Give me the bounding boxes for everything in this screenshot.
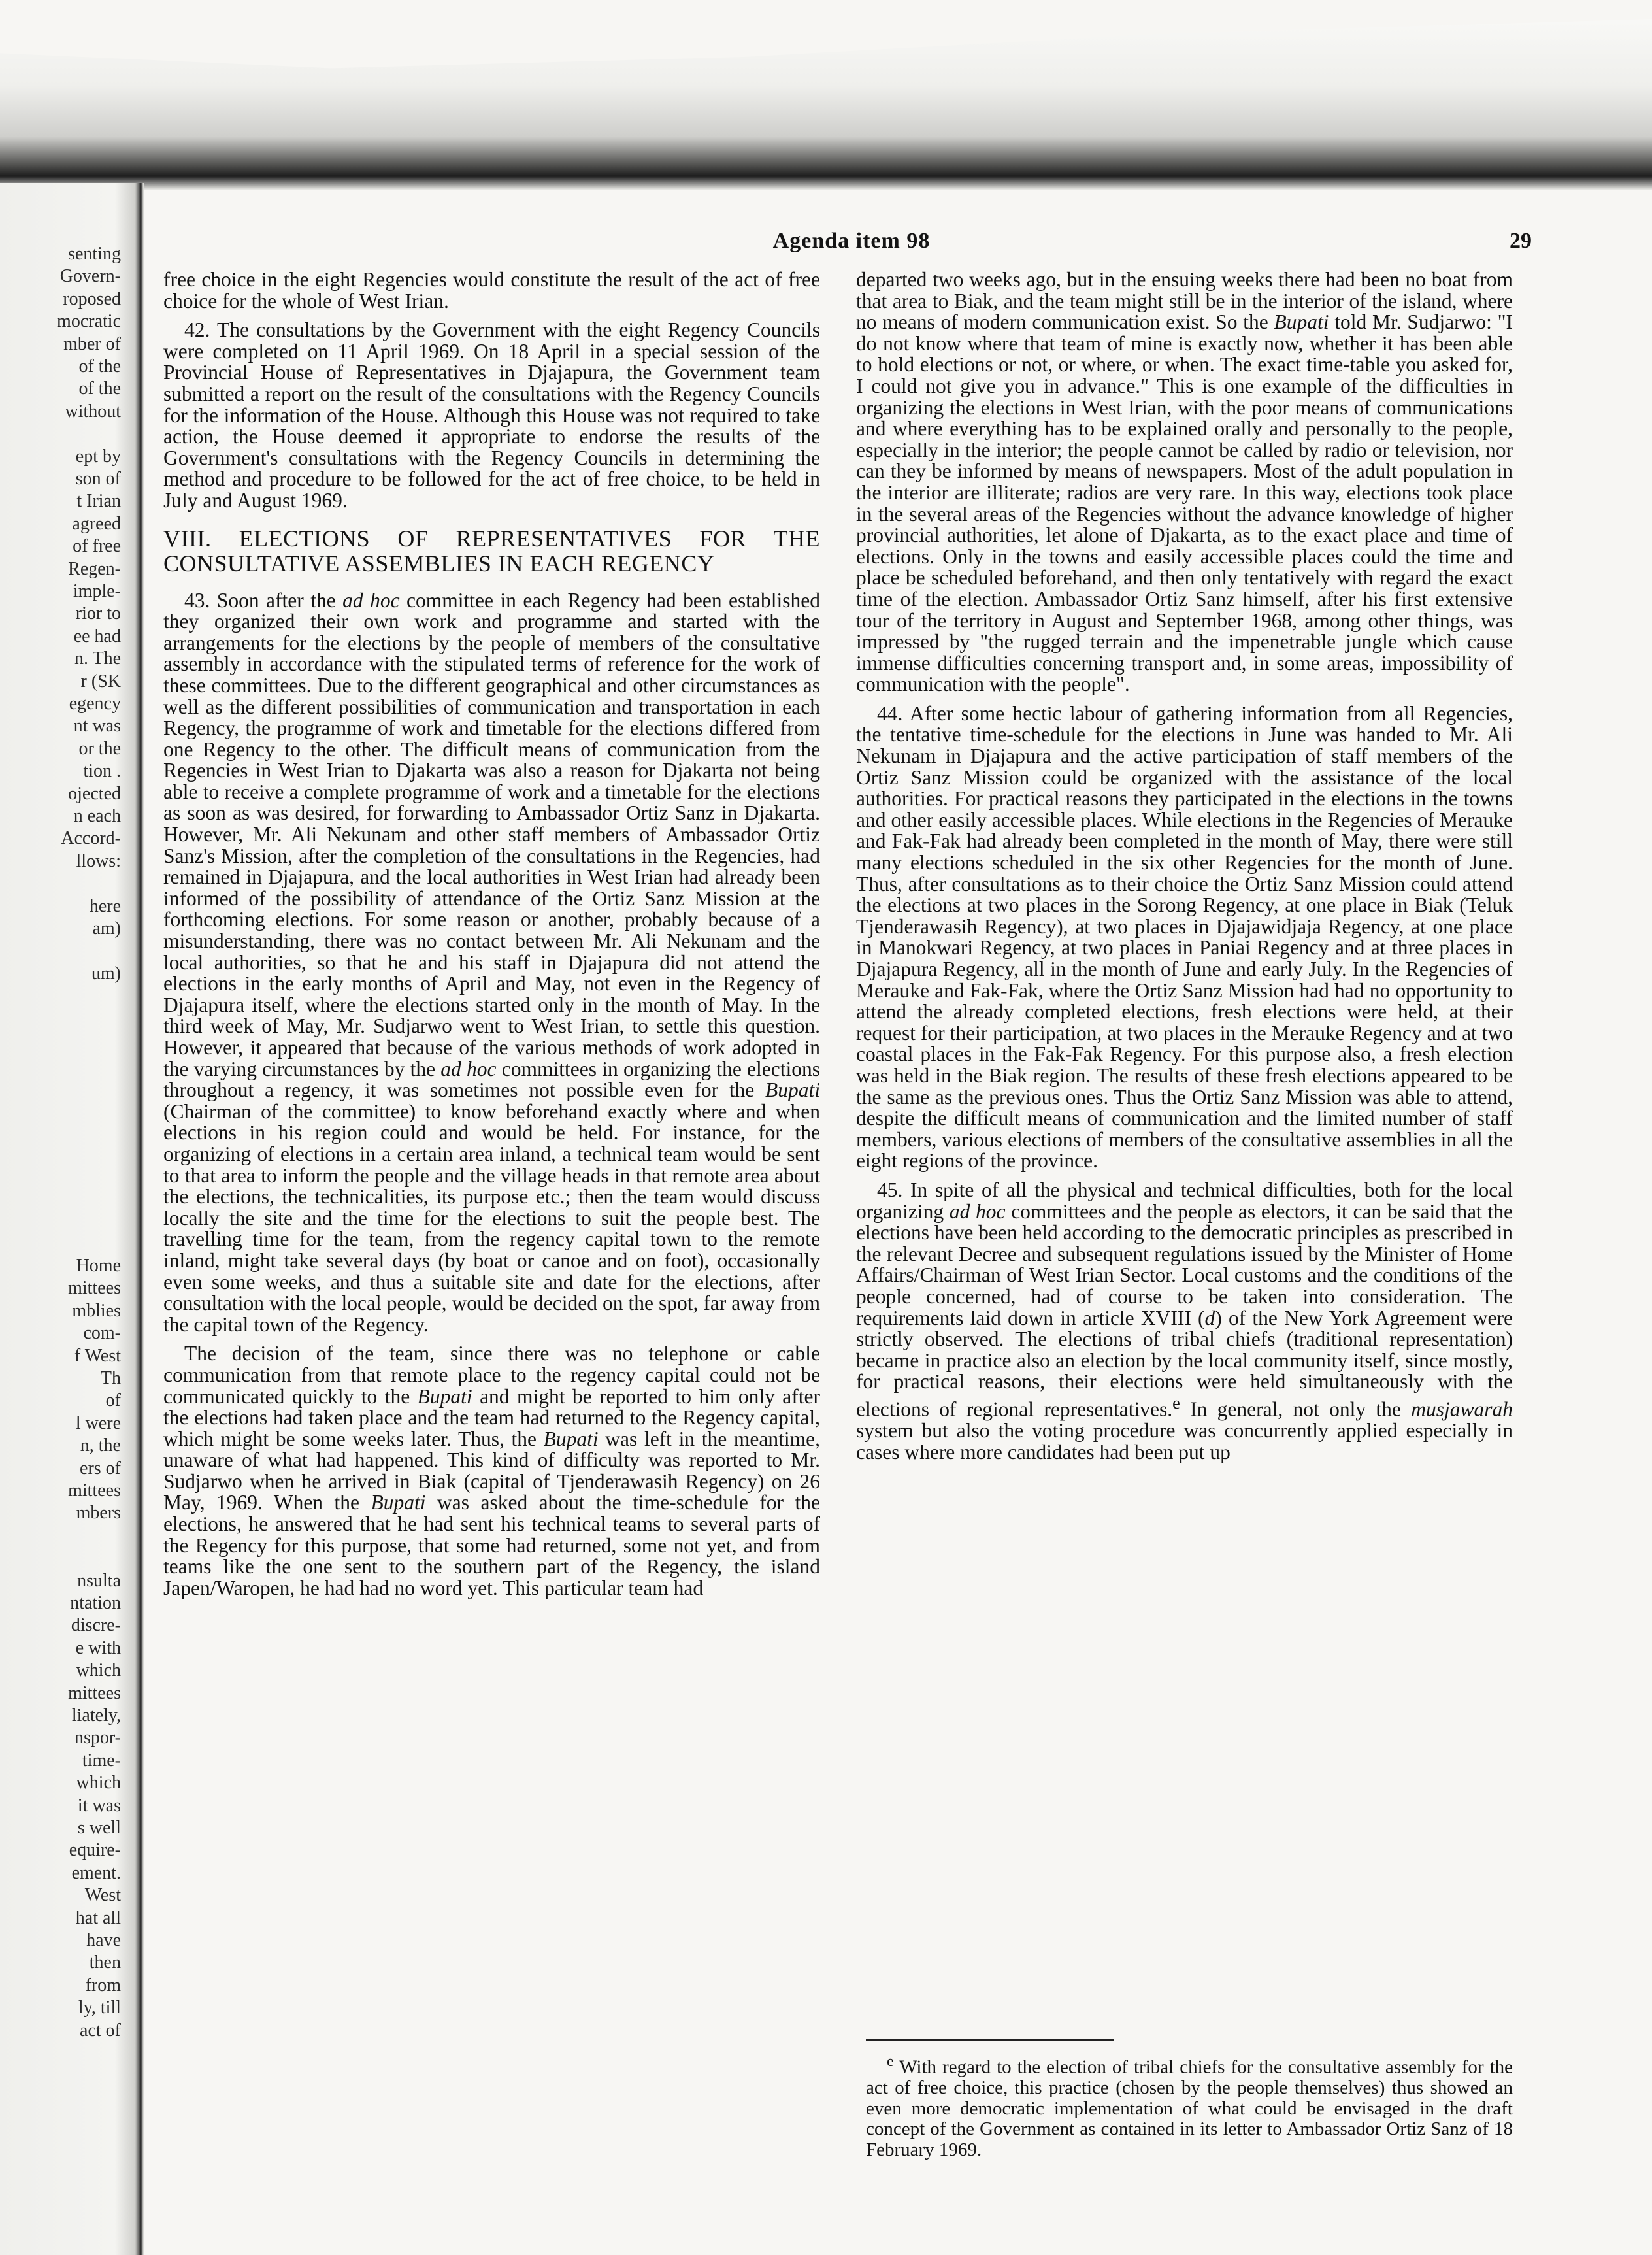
scan-top-edge — [0, 0, 1652, 190]
margin-fragment: act of — [80, 2020, 121, 2041]
margin-fragment: West — [84, 1885, 121, 1906]
margin-fragment: equire- — [69, 1840, 121, 1861]
margin-fragment: which — [76, 1660, 121, 1681]
margin-fragment: which — [76, 1773, 121, 1794]
margin-fragment: of — [105, 1390, 121, 1411]
section-heading: VIII. ELECTIONS OF REPRESENTATIVES FOR THE CONSULTATIVE ASSEMBLIES IN EACH REGENCY — [163, 525, 820, 576]
margin-fragment: then — [89, 1952, 121, 1973]
margin-fragment: um) — [91, 963, 121, 984]
margin-fragment: agreed — [72, 513, 121, 534]
margin-fragment: mittees — [68, 1278, 121, 1299]
margin-fragment: mocratic — [57, 311, 121, 332]
page-header — [171, 229, 1532, 260]
paragraph-44: 44. After some hectic labour of gathering information from all Regencies, the tentative time-schedule for the elections in June was handed to Mr. Ali Nekunam in Djajapura and the active participation of staff members of the Ortiz Sanz Mission could be organized with the assistance of the local authorities. For practical reasons they participated in the elections in the towns and other easily accessible places. While elections in the Regencies of Merauke and Fak-Fak had already been completed in the month of May, there were still many elections scheduled in the six other Regencies for the month of June. Thus, after consultations as to their choice the Ortiz Sanz Mission could attend the elections at two places in the Sorong Regency, at one place in Biak (Teluk Tjenderawasih Regency), at two places in Djajawidjaja Regency, at one place in Manokwari Regency, at two places in Paniai Regency and at three places in Djajapura Regency, all in the month of June and early July. In the Regencies of Merauke and Fak-Fak, where the Ortiz Sanz Mission had had no opportunity to attend the already completed elections, fresh elections were held, at their request for their participation, at two places in the Merauke Regency and at two coastal places in the Fak-Fak Regency. For this purpose also, a fresh election was held in the Biak region. The results of these fresh elections appeared to be the same as the previous ones. Thus the Ortiz Sanz Mission was able to attend, despite the difficult means of communication and the limited number of staff members, various elections of members of the consultative assemblies in all the eight regions of the province. — [856, 701, 1513, 1173]
margin-fragment: tion . — [83, 761, 121, 782]
margin-fragment: nt was — [73, 716, 121, 737]
footnote-divider — [866, 2039, 1114, 2041]
footnote-text: With regard to the election of tribal chiefs for the consultative assembly for the act of free choice, this practice (chosen by the people themselves) thus showed an even more democratic implementation of what could be envisaged in the draft concept of the Government as contained in its letter to Ambassador Ortiz Sanz of 18 February 1969. — [866, 2056, 1513, 2160]
margin-fragment: without — [65, 401, 121, 422]
margin-fragment: Accord- — [61, 828, 121, 849]
margin-fragment: egency — [69, 693, 121, 714]
margin-fragment: Govern- — [59, 266, 121, 287]
margin-fragment: am) — [92, 918, 121, 939]
margin-fragment: llows: — [76, 850, 121, 871]
paragraph-42: 42. The consultations by the Government with the eight Regency Councils were completed on 11 April 1969. On 18 April in a special session of the Provincial House of Representatives in Djajapura, the Government team submitted a report on the result of the consultations with the Regency Councils for the information of the House. Although this House was not required to take action, the House deemed it appropriate to endorse the results of the Government's consultations with the Regency Councils in determining the method and procedure to be followed for the act of free choice, to be held in July and August 1969. — [163, 318, 820, 512]
margin-fragment: Home — [76, 1256, 121, 1276]
margin-fragment: mblies — [72, 1300, 121, 1321]
margin-fragment: f West — [74, 1345, 121, 1366]
margin-fragment: ee had — [73, 626, 121, 646]
margin-fragment: s well — [77, 1818, 121, 1838]
margin-fragment: com- — [83, 1323, 121, 1344]
margin-fragment: l were — [75, 1412, 121, 1433]
margin-fragment: son of — [75, 469, 121, 489]
margin-fragment: ntation — [70, 1593, 121, 1613]
margin-fragment: ers of — [80, 1458, 121, 1478]
margin-fragment: it was — [77, 1795, 121, 1816]
margin-fragment: ept by — [75, 446, 121, 467]
margin-fragment: Regen- — [68, 558, 121, 579]
left-column — [163, 269, 820, 2230]
margin-fragment: hat all — [75, 1907, 121, 1928]
margin-fragment: e with — [75, 1637, 121, 1658]
margin-fragment: mittees — [68, 1480, 121, 1501]
margin-fragment: mber of — [63, 333, 121, 354]
margin-fragment: time- — [82, 1750, 121, 1771]
margin-fragment: rior to — [75, 603, 121, 624]
margin-fragment: here — [89, 895, 121, 916]
margin-fragment: n each — [73, 806, 121, 826]
page-title: Agenda item 98 — [772, 229, 931, 253]
margin-fragment: liately, — [71, 1705, 121, 1726]
paragraph-43: 43. Soon after the ad hoc committee in each Regency had been established they organized their own work and programme and started with the arrangements for the elections by the people of members of the consultative assembly in accordance with the stipulated terms of reference for the work of these committees. Due to the different geographical and other circumstances as well as the different possibilities of communication and transportation in each Regency, the programme of work and timetable for the elections differed from one Regency to the other. The difficult means of communication from the Regencies in West Irian to Djakarta was also a reason for Djakarta not being able to receive a complete programme of work and a timetable for the elections as soon as was desired, for forwarding to Ambassador Ortiz Sanz in Djakarta. However, Mr. Ali Nekunam and other staff members of Ambassador Ortiz Sanz's Mission, after the completion of the consultations in the Regencies, had remained in Djajapura, and the local authorities in West Irian had already been informed of the possibility of attendance of the Ortiz Sanz Mission at the forthcoming elections. For some reason or another, probably because of a misunderstanding, there was no contact between Mr. Ali Nekunam and the local authorities, so that he and his staff in Djajapura did not attend the elections in the early months of April and May, not even in the Regency of Djajapura itself, where the elections started only in the month of May. In the third week of May, Mr. Sudjarwo went to West Irian, to settle this question. However, it appeared that because of the various methods of work adopted in the varying circumstances by the ad hoc committees in organizing the elections throughout a regency, it was sometimes not possible even for the Bupati (Chairman of the committee) to know beforehand exactly where and when elections in his region could and would be held. For instance, for the organizing of elections in a certain area inland, a technical team would be sent to that area to inform the people and the village heads in that remote area about the elections, the technicalities, its purpose etc.; then the team would discuss locally the site and the time for the elections to suit the people best. The travelling time for the team, from the regency capital town to the remote inland, might take several days (by boat or canoe and on foot), occasionally even some weeks, and thus a suitable site and date for the elections, after consultation with the local people, would be decided on the spot, far away from the capital town of the Regency. — [163, 588, 821, 1336]
margin-fragment: ojected — [68, 783, 121, 804]
margin-fragment: r (SK — [80, 671, 121, 692]
margin-fragment: Th — [100, 1368, 121, 1388]
paragraph-45: 45. In spite of all the physical and technical difficulties, both for the local organizing ad hoc committees and the people as electors, it can be said that the elections have been held according to the democratic principles as prescribed in the relevant Decree and subsequent regulations issued by the Minister of Home Affairs/Chairman of West Irian Sector. Local customs and the conditions of the people concerned, had of course to be taken into consideration. The requirements laid down in article XVIII (d) of the New York Agreement were strictly observed. The elections of tribal chiefs (traditional representation) became in practice also an election by the local community itself, since mostly, for practical reasons, their elections were held simultaneously with the elections of regional representatives.$^e$ In general, not only the musjawarah system but also the voting procedure was concurrently applied especially in cases where more candidates had been put up — [856, 1178, 1513, 1463]
margin-fragment: or the — [78, 738, 121, 759]
margin-fragment: roposed — [63, 288, 121, 309]
margin-fragment: ement. — [71, 1862, 121, 1883]
margin-fragment: n. The — [74, 648, 121, 669]
margin-fragment: t Irian — [76, 491, 121, 512]
margin-fragment: senting — [68, 244, 121, 264]
footnote-marker: e — [887, 2052, 894, 2070]
margin-fragment: imple- — [73, 581, 121, 601]
paragraph-43-continuation: departed two weeks ago, but in the ensuing weeks there had been no boat from that area to Biak, and the team might still be in the interior of the island, where no means of modern communication exist. So the Bupati told Mr. Sudjarwo: "I do not know where that team of mine is exactly now, whether it has been able to hold elections or not, or where, or when. The exact time-table you asked for, I could not give you in advance." This is one example of the difficulties in organizing the elections in West Irian, with the poor means of communications and where everything has to be explained orally and personally to the people, especially in the interior; the people cannot be called by radio or television, nor can they be informed by means of newspapers. Most of the adult population in the interior are illiterate; radios are very rare. In this way, elections took place in the several areas of the Regencies without the advance knowledge of higher provincial authorities, let alone of Djakarta, as to the exact place and time of elections. Only in the towns and easily accessible places could the time and place be scheduled beforehand, and then only tentatively with regard the exact time of the election. Ambassador Ortiz Sanz himself, after his first extensive tour of the territory in August and September 1968, among other things, was impressed by "the rugged terrain and the impenetrable jungle which cause immense difficulties concerning transport and, in some areas, impossibility of communication with the people". — [856, 268, 1513, 696]
margin-fragment: nsulta — [77, 1570, 121, 1591]
margin-fragment: of the — [78, 356, 121, 376]
margin-fragment: nspor- — [74, 1728, 121, 1748]
page-number: 29 — [1510, 229, 1532, 253]
margin-fragment: from — [85, 1975, 121, 1996]
right-column — [856, 269, 1513, 2230]
margin-fragment: mbers — [76, 1503, 121, 1524]
margin-fragment: n, the — [80, 1435, 121, 1456]
paragraph-41-continuation: free choice in the eight Regencies would constitute the result of the act of free choice for the whole of West Irian. — [163, 268, 820, 312]
margin-fragment: ly, till — [78, 1997, 121, 2018]
paragraph-43-second: The decision of the team, since there was no telephone or cable communication from that remote place to the regency capital could not be communicated quickly to the Bupati and might be reported to him only after the elections had taken place and the team had returned to the Regency capital, which might be some weeks later. Thus, the Bupati was left in the meantime, unaware of what had happened. This kind of difficulty was reported to Mr. Sudjarwo when he arrived in Biak (capital of Tjenderawasih Regency) on 26 May, 1969. When the Bupati was asked about the time-schedule for the elections, he answered that he had sent his technical teams to several parts of the Regency for this purpose, that some had returned, some not yet, and from teams like the one sent to the southern part of the Regency, the island Japen/Waropen, he had had no word yet. This particular team had — [163, 1342, 820, 1599]
footnote-reference: e — [1172, 1393, 1180, 1412]
margin-fragment: have — [86, 1930, 121, 1950]
margin-fragment: of free — [73, 536, 121, 557]
margin-fragment: mittees — [68, 1682, 121, 1703]
margin-fragment: discre- — [71, 1615, 121, 1636]
margin-fragment: of the — [78, 378, 121, 399]
footnote — [866, 2051, 1513, 2160]
